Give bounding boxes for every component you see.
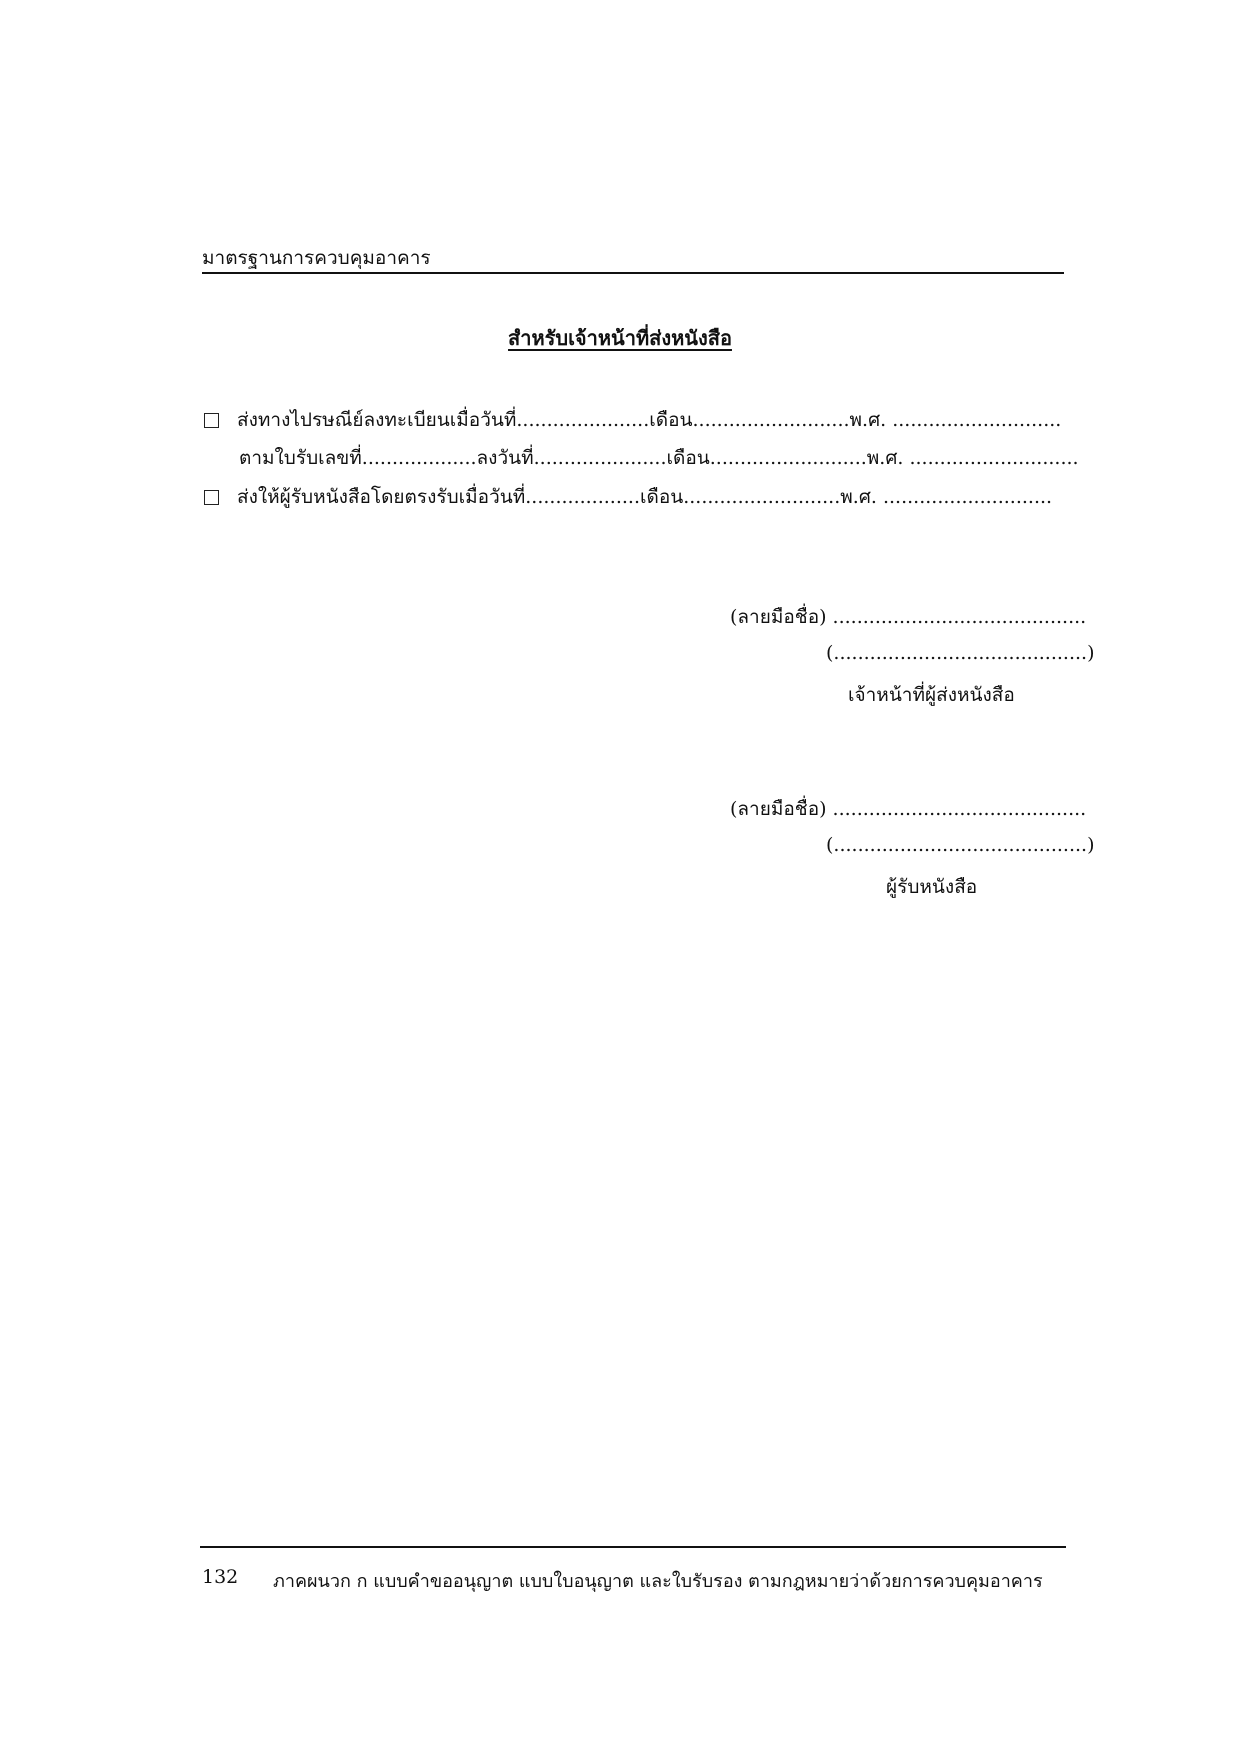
sender-name-line[interactable]: (..........................................)	[826, 642, 1095, 664]
option-registered-mail-receipt	[239, 443, 1079, 473]
section-title	[0, 322, 1240, 354]
footer-divider	[200, 1546, 1066, 1548]
registered-mail-checkbox[interactable]	[204, 413, 219, 428]
option-direct-delivery	[204, 482, 1052, 512]
registered-mail-receipt-text: ตามใบรับเลขที่...................ลงวันที่......................เดือน..........................พ.ศ. ............................	[239, 447, 1079, 469]
running-header: มาตรฐานการควบคุมอาคาร	[202, 247, 431, 269]
option-registered-mail	[204, 405, 1061, 435]
sender-signature-line[interactable]: (ลายมือชื่อ) ..........................................	[730, 606, 1087, 628]
section-title-text: สำหรับเจ้าหน้าที่ส่งหนังสือ	[508, 326, 732, 350]
direct-delivery-text: ส่งให้ผู้รับหนังสือโดยตรงรับเมื่อวันที่...................เดือน..........................พ.ศ. ............................	[237, 486, 1053, 508]
sender-role-label: เจ้าหน้าที่ผู้ส่งหนังสือ	[848, 684, 1015, 706]
page-number: 132	[202, 1566, 239, 1588]
receiver-signature-line[interactable]: (ลายมือชื่อ) ..........................................	[730, 798, 1087, 820]
direct-delivery-checkbox[interactable]	[204, 490, 219, 505]
receiver-name-line[interactable]: (..........................................)	[826, 834, 1095, 856]
receiver-role-label: ผู้รับหนังสือ	[886, 876, 978, 898]
running-footer: ภาคผนวก ก แบบคำขออนุญาต แบบใบอนุญาต และใบรับรอง ตามกฎหมายว่าด้วยการควบคุมอาคาร	[273, 1571, 1043, 1592]
header-divider	[202, 272, 1064, 274]
registered-mail-text: ส่งทางไปรษณีย์ลงทะเบียนเมื่อวันที่......................เดือน..........................พ.ศ. ............................	[237, 409, 1062, 431]
